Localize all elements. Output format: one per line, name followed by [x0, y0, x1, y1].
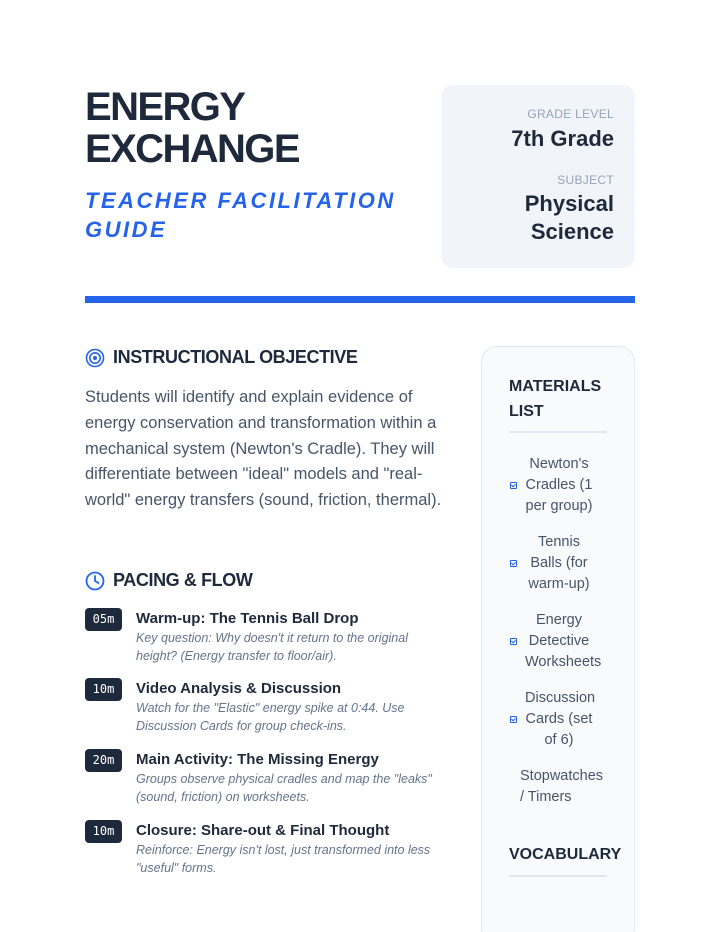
target-icon — [85, 348, 105, 368]
pacing-item-body — [136, 608, 445, 665]
pacing-item-desc: Key question: Why doesn't it return to the original height? (Energy transfer to floor/air). — [136, 631, 408, 663]
material-item — [510, 454, 593, 517]
checkbox-icon — [510, 560, 517, 567]
material-item — [510, 688, 596, 751]
vocabulary-heading: VOCABULARY — [509, 846, 622, 863]
sidebar-card — [481, 346, 635, 932]
pacing-item — [85, 678, 445, 735]
clock-icon — [85, 571, 105, 591]
time-badge: 05m — [85, 608, 122, 631]
subject-value — [441, 190, 614, 246]
page-subtitle: TEACHER FACILITATION GUIDE — [85, 188, 396, 242]
material-item — [520, 766, 610, 808]
page-title — [85, 86, 415, 170]
checkbox-icon — [510, 482, 517, 489]
pacing-item-title: Video Analysis & Discussion — [136, 680, 342, 697]
document-title-block — [85, 86, 415, 244]
pacing-item-body — [136, 678, 445, 735]
pacing-item-body — [136, 749, 445, 806]
objective-heading: INSTRUCTIONAL OBJECTIVE — [113, 347, 358, 367]
time-badge: 10m — [85, 678, 122, 701]
pacing-item-desc: Watch for the "Elastic" energy spike at 0:44. Use Discussion Cards for group check-ins. — [136, 701, 405, 733]
material-label: Newton's Cradles (1 per group) — [525, 456, 593, 514]
pacing-item-desc: Groups observe physical cradles and map the "leaks" (sound, friction) on worksheets. — [136, 772, 432, 804]
material-item — [510, 532, 593, 595]
subject-value-line-2: Science — [530, 219, 614, 244]
checkbox-icon — [510, 638, 517, 645]
material-item — [510, 610, 602, 673]
pacing-item — [85, 820, 445, 877]
objective-text: Students will identify and explain evidence of energy conservation and transformation within a mechanical system (Newton's Cradle). They will differentiate between "ideal" models and "real-world" energy transfers (sound, friction, thermal). — [85, 388, 442, 510]
pacing-item-body — [136, 820, 445, 877]
title-line-2: EXCHANGE — [85, 127, 299, 171]
material-label: Discussion Cards (set of 6) — [525, 690, 596, 748]
time-badge: 20m — [85, 749, 122, 772]
material-label: Energy Detective Worksheets — [525, 612, 602, 670]
subject-value-line-1: Physical — [524, 191, 614, 216]
materials-divider — [509, 431, 607, 433]
pacing-item — [85, 608, 445, 665]
header-divider — [85, 296, 635, 303]
subject-label: SUBJECT — [557, 173, 614, 187]
meta-card — [441, 85, 635, 268]
material-label: Tennis Balls (for warm-up) — [528, 534, 590, 592]
pacing-item-title: Warm-up: The Tennis Ball Drop — [136, 610, 359, 627]
pacing-item-desc: Reinforce: Energy isn't lost, just transformed into less "useful" forms. — [136, 843, 431, 875]
material-label: Stopwatches / Timers — [520, 768, 604, 805]
vocabulary-divider — [509, 875, 607, 877]
pacing-heading: PACING & FLOW — [113, 570, 253, 590]
time-badge: 10m — [85, 820, 122, 843]
checkbox-icon — [510, 716, 517, 723]
pacing-item-title: Main Activity: The Missing Energy — [136, 751, 379, 768]
pacing-heading-row — [85, 570, 252, 591]
grade-level-label: GRADE LEVEL — [527, 107, 614, 121]
pacing-item — [85, 749, 445, 806]
materials-heading: MATERIALS LIST — [509, 378, 602, 420]
grade-level-value: 7th Grade — [511, 126, 614, 151]
title-line-1: ENERGY — [85, 85, 245, 129]
objective-heading-row — [85, 347, 358, 368]
pacing-item-title: Closure: Share-out & Final Thought — [136, 822, 390, 839]
